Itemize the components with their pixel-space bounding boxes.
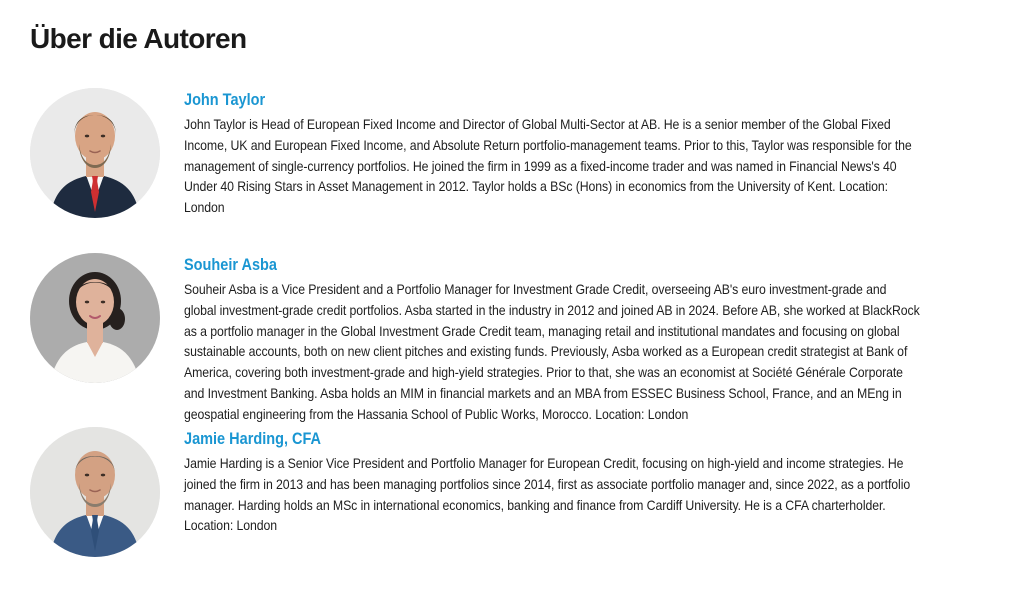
male-portrait-red-tie-illustration	[30, 88, 160, 218]
author-card	[30, 253, 1021, 427]
author-text-block	[184, 253, 920, 425]
male-portrait-blue-tie-illustration	[30, 427, 160, 557]
page-title: Über die Autoren	[30, 23, 247, 54]
author-bio: Jamie Harding is a Senior Vice President and Portfolio Manager for European Credit, focusing on high-yield and income strategies. He joined the firm in 2013 and has been managing portfolios since 2014, first as associate portfolio manager and, since 2022, as a portfolio manager. Harding holds an MSc in international economics, banking and finance from Cardiff University. He is a CFA charterholder. Location: London	[184, 455, 911, 534]
author-card	[30, 88, 1021, 253]
author-photo	[30, 88, 160, 218]
author-text-block	[184, 88, 920, 218]
author-bio: Souheir Asba is a Vice President and a Portfolio Manager for Investment Grade Credit, overseeing AB's euro investment-grade and global investment-grade credit portfolios. Asba started in the industry in 2012 and joined AB in 2024. Before AB, she worked at BlackRock as a portfolio manager in the Global Investment Grade Credit team, managing retail and institutional mandates and focusing on global sustainable accounts, both on new client pitches and existing funds. Previously, Asba worked as a European credit strategist at Bank of America, covering both investment-grade and high-yield strategies. Prior to that, she was an economist at Société Générale Corporate and Investment Banking. Asba holds an MIM in financial markets and an MBA from ESSEC Business School, France, and an MEng in geospatial engineering from the Hassania School of Public Works, Morocco. Location: London	[184, 281, 920, 422]
female-portrait-white-blouse-illustration	[30, 253, 160, 383]
author-text-block	[184, 427, 920, 536]
author-card	[30, 427, 1021, 557]
author-name-link[interactable]: Jamie Harding, CFA	[184, 430, 322, 448]
author-photo	[30, 427, 160, 557]
author-bio: John Taylor is Head of European Fixed Income and Director of Global Multi-Sector at AB. He is a senior member of the Global Fixed Income, UK and European Fixed Income, and Absolute Return portfolio-management teams. Prior to this, Taylor was responsible for the management of single-currency portfolios. He joined the firm in 1999 as a fixed-income trader and was named in Financial News's 40 Under 40 Rising Stars in Asset Management in 2012. Taylor holds a BSc (Hons) in economics from the University of Kent. Location: London	[184, 116, 912, 216]
author-name-link[interactable]: John Taylor	[184, 91, 266, 109]
author-photo	[30, 253, 160, 383]
author-name-link[interactable]: Souheir Asba	[184, 256, 277, 274]
